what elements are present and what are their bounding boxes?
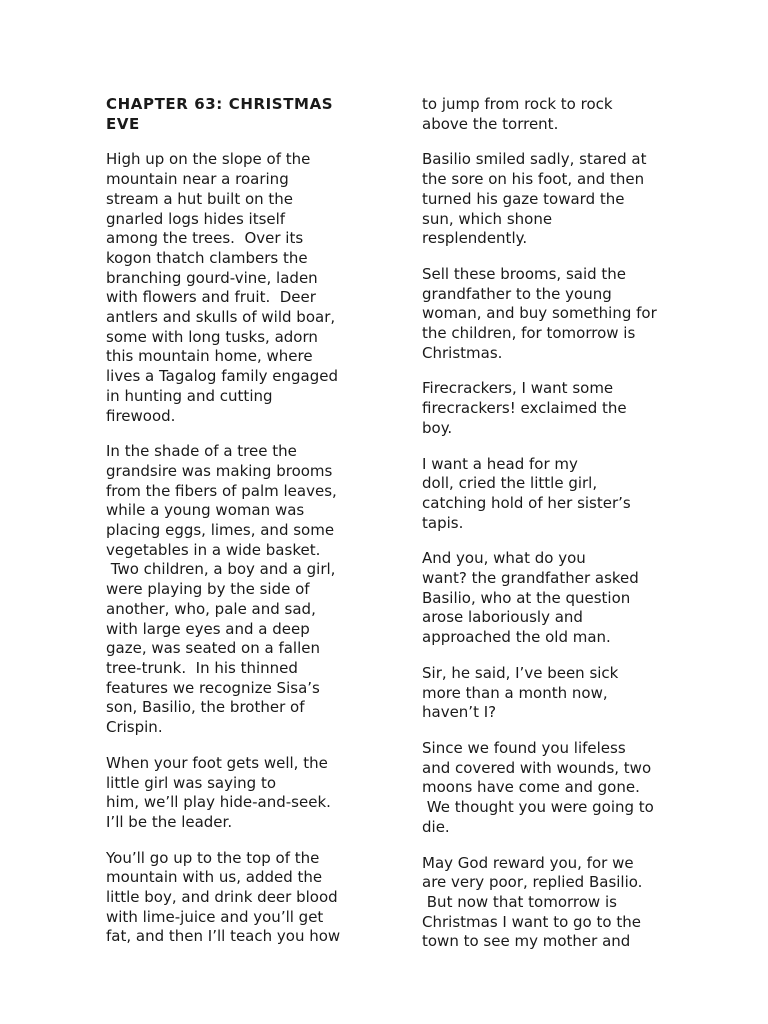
text-line: Christmas I want to go to the	[422, 912, 641, 931]
text-line: gaze, was seated on a fallen	[106, 639, 320, 658]
paragraph	[422, 95, 684, 134]
text-line: are very poor, replied Basilio.	[422, 873, 643, 892]
text-line: kogon thatch clambers the	[106, 248, 308, 267]
text-line: to jump from rock to rock	[422, 95, 613, 113]
text-line: Crispin.	[106, 718, 163, 737]
text-line: May God reward you, for we	[422, 853, 634, 872]
text-line: antlers and skulls of wild boar,	[106, 308, 336, 327]
text-line: tree-trunk. In his thinned	[106, 658, 298, 677]
text-line: from the fibers of palm leaves,	[106, 481, 337, 500]
text-line: Since we found you lifeless	[422, 738, 626, 757]
text-line: gnarled logs hides itself	[106, 209, 286, 228]
text-line: some with long tusks, adorn	[106, 327, 318, 346]
text-line: above the torrent.	[422, 114, 559, 133]
text-line: in hunting and cutting	[106, 386, 273, 405]
text-line: while a young woman was	[106, 501, 305, 520]
paragraph	[422, 455, 684, 534]
text-line: vegetables in a wide basket.	[106, 540, 321, 559]
paragraph	[422, 379, 684, 438]
text-line: moons have come and gone.	[422, 778, 640, 797]
chapter-title	[106, 95, 362, 134]
text-line: Two children, a boy and a girl,	[106, 560, 336, 579]
text-line: firewood.	[106, 406, 176, 425]
left-column	[106, 95, 362, 963]
text-line: firecrackers! exclaimed the	[422, 399, 627, 418]
text-line: were playing by the side of	[106, 580, 310, 599]
text-line: stream a hut built on the	[106, 189, 294, 208]
text-line: But now that tomorrow is	[422, 892, 617, 911]
text-line: doll, cried the little girl,	[422, 474, 598, 493]
paragraph	[106, 442, 362, 738]
paragraph	[422, 549, 684, 648]
text-line: Christmas.	[422, 343, 503, 362]
text-line: grandsire was making brooms	[106, 461, 333, 480]
text-line: with lime-juice and you’ll get	[106, 907, 324, 926]
text-line: mountain with us, added the	[106, 868, 323, 887]
text-line: fat, and then I’ll teach you how	[106, 927, 341, 946]
chapter-title-line: CHAPTER 63: CHRISTMAS	[106, 95, 334, 113]
right-column	[422, 95, 684, 968]
text-line: woman, and buy something for	[422, 304, 657, 323]
text-line: and covered with wounds, two	[422, 758, 652, 777]
text-line: Basilio smiled sadly, stared at	[422, 150, 647, 169]
text-line: sun, which shone	[422, 209, 553, 228]
text-line: I want a head for my	[422, 454, 578, 473]
text-line: lives a Tagalog family engaged	[106, 367, 338, 386]
text-line: little boy, and drink deer blood	[106, 888, 338, 907]
text-line: the sore on his foot, and then	[422, 170, 645, 189]
paragraph	[422, 664, 684, 723]
chapter-title-line: EVE	[106, 114, 140, 133]
text-line: We thought you were going to	[422, 798, 654, 817]
paragraph	[422, 739, 684, 838]
paragraph	[106, 849, 362, 948]
text-line: In the shade of a tree the	[106, 442, 297, 461]
text-line: the children, for tomorrow is	[422, 324, 636, 343]
text-line: more than a month now,	[422, 683, 608, 702]
text-line: I’ll be the leader.	[106, 812, 233, 831]
paragraph	[422, 265, 684, 364]
text-line: Sir, he said, I’ve been sick	[422, 663, 619, 682]
text-line: this mountain home, where	[106, 347, 313, 366]
text-line: mountain near a roaring	[106, 170, 289, 189]
text-line: branching gourd-vine, laden	[106, 268, 318, 287]
paragraph	[106, 754, 362, 833]
text-line: boy.	[422, 418, 453, 437]
paragraph	[422, 854, 684, 953]
text-line: placing eggs, limes, and some	[106, 521, 335, 540]
text-line: die.	[422, 817, 450, 836]
text-line: Basilio, who at the question	[422, 588, 631, 607]
text-line: resplendently.	[422, 229, 528, 248]
paragraph	[422, 150, 684, 249]
text-line: High up on the slope of the	[106, 150, 311, 169]
paragraph	[106, 150, 362, 426]
text-line: want? the grandfather asked	[422, 569, 639, 588]
text-line: him, we’ll play hide-and-seek.	[106, 793, 331, 812]
text-line: haven’t I?	[422, 703, 497, 722]
text-line: with large eyes and a deep	[106, 619, 310, 638]
text-line: catching hold of her sister’s	[422, 493, 631, 512]
text-line: little girl was saying to	[106, 773, 277, 792]
text-line: Sell these brooms, said the	[422, 264, 627, 283]
text-line: son, Basilio, the brother of	[106, 698, 305, 717]
text-line: town to see my mother and	[422, 932, 631, 951]
text-line: among the trees. Over its	[106, 229, 304, 248]
text-line: When your foot gets well, the	[106, 753, 328, 772]
text-line: And you, what do you	[422, 549, 586, 568]
text-line: You’ll go up to the top of the	[106, 848, 320, 867]
text-line: tapis.	[422, 513, 464, 532]
text-line: turned his gaze toward the	[422, 189, 625, 208]
text-line: arose laboriously and	[422, 608, 583, 627]
text-line: features we recognize Sisa’s	[106, 678, 320, 697]
text-line: grandfather to the young	[422, 284, 612, 303]
text-line: another, who, pale and sad,	[106, 599, 316, 618]
text-line: with flowers and fruit. Deer	[106, 288, 316, 307]
text-line: approached the old man.	[422, 628, 611, 647]
text-line: Firecrackers, I want some	[422, 379, 614, 398]
